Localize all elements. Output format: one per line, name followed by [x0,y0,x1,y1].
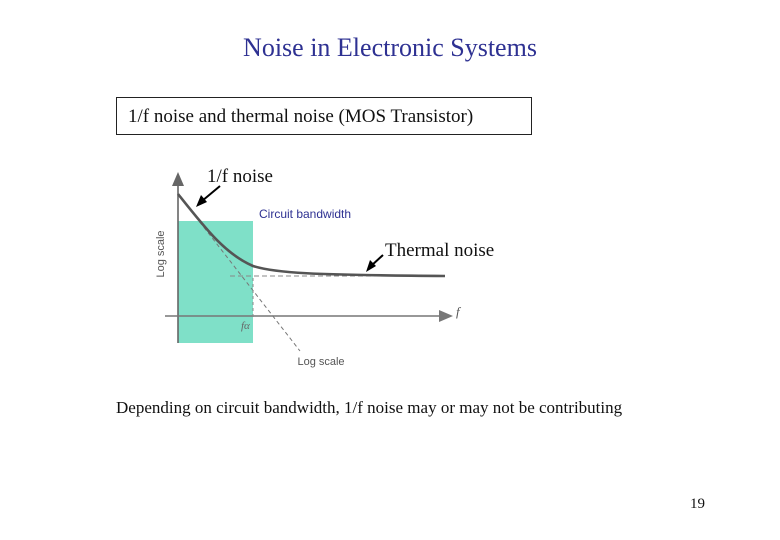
slide-caption: Depending on circuit bandwidth, 1/f noise may or may not be contributing [116,398,623,417]
thermal-noise-label: Thermal noise [385,240,495,261]
circuit-bandwidth-label: Circuit bandwidth [259,207,352,221]
slide-title: Noise in Electronic Systems [243,33,537,62]
y-axis-label: Log scale [155,230,167,278]
x-axis-label: Log scale [297,356,345,368]
x-axis-symbol: f [456,304,460,319]
one-over-f-arrowhead [196,195,207,207]
page-number: 19 [690,496,705,512]
one-over-f-arrow-shaft [202,186,220,201]
one-over-f-noise-label: 1/f noise [207,166,273,187]
corner-frequency-symbol: fα [241,320,250,332]
subtitle-text: 1/f noise and thermal noise (MOS Transistor) [128,106,474,127]
